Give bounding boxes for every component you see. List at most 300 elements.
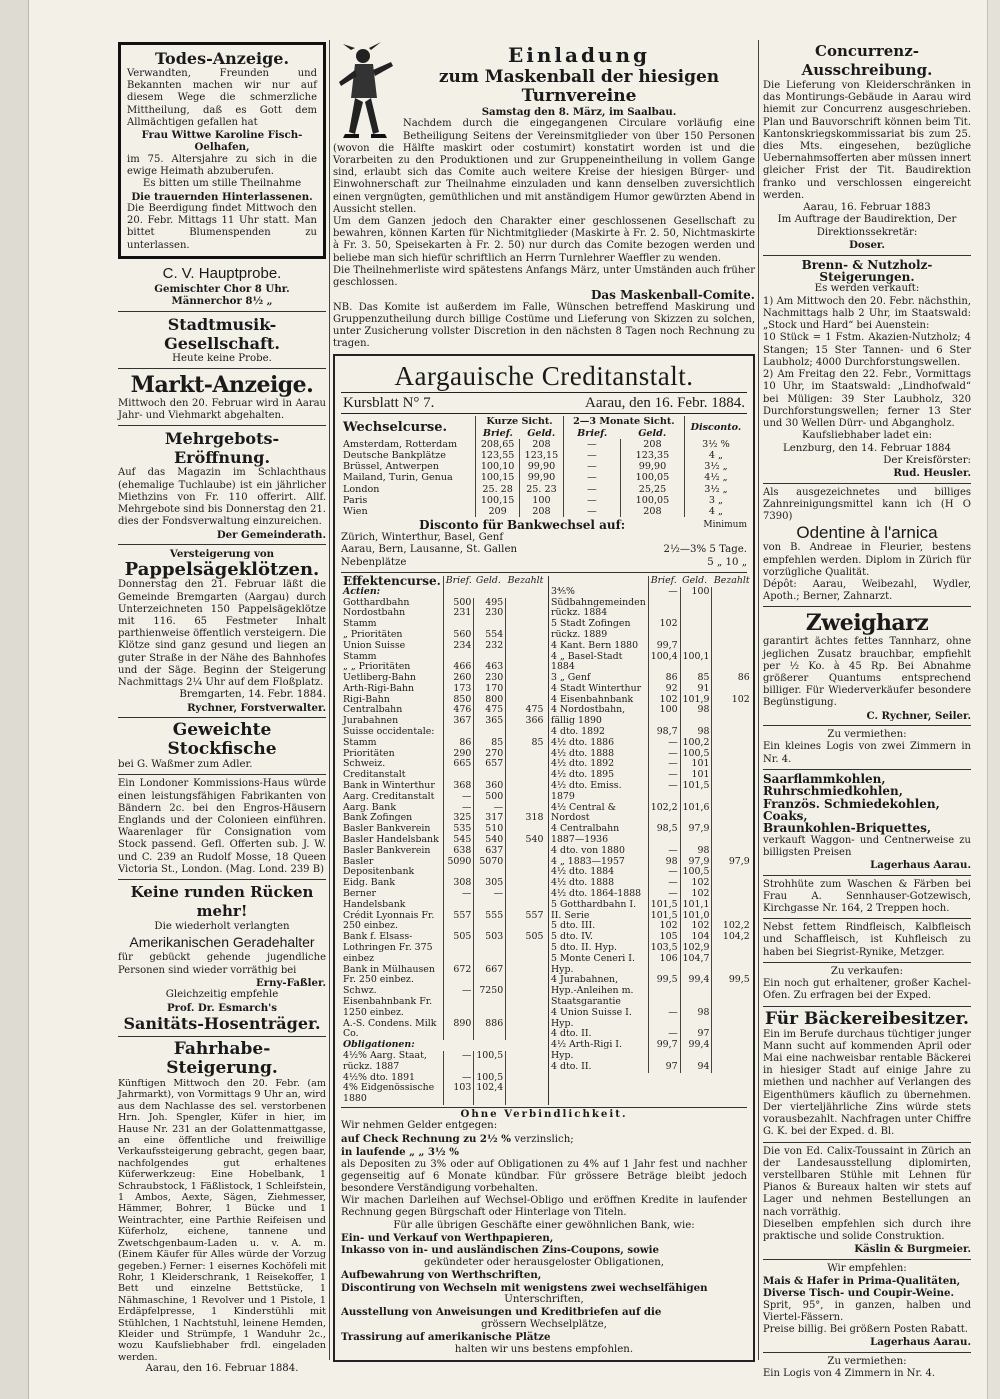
effekten-cell: 104,2: [712, 932, 752, 943]
effekten-cell: 102: [648, 921, 680, 932]
effekten-cell: 104,7: [680, 954, 712, 976]
effekten-cell: [506, 1019, 546, 1041]
kohlen-body: verkauft Waggon- und Centnerweise zu billigsten Preisen: [763, 834, 971, 859]
wechsel-cell: 4½ „: [684, 472, 747, 483]
effekten-cell: 4 Kant. Bern 1880: [551, 639, 639, 651]
effekten-row: [341, 1051, 545, 1073]
wechsel-cell: 100,10: [476, 461, 520, 472]
effekten-cell: 4½ dto. 1864-1888: [551, 888, 642, 900]
effekten-cell: 5 Monte Ceneri I. Hyp.: [551, 952, 635, 975]
wechsel-cell: 25. 23: [520, 484, 564, 495]
wechsel-cell: 100,15: [476, 472, 520, 483]
bank-text: halten wir uns bestens empfohlen.: [454, 1343, 634, 1355]
effekten-cell: 102,9: [680, 943, 712, 954]
effekten-cell: 86: [712, 673, 752, 684]
effekten-cell: 99,5: [648, 975, 680, 1007]
effekten-cell: Gotthardbahn: [343, 596, 410, 608]
effekten-cell: 4% Eidgenössische 1880: [343, 1082, 435, 1105]
wechsel-cell: 99,90: [621, 461, 685, 472]
effekten-cell: 325: [443, 813, 474, 824]
column-middle: [333, 42, 755, 1362]
stockfisch-title: Geweichte Stockfische: [167, 719, 277, 759]
effekten-cell: Basler Bankverein: [343, 844, 431, 856]
effekten-cell: Rigi-Bahn: [343, 693, 390, 705]
bezahlt-header: Bezahlt: [713, 574, 750, 586]
geld-header: Geld.: [527, 427, 556, 439]
monate-header: 2—3 Monate Sicht.: [563, 416, 684, 427]
effekten-cell: [506, 889, 546, 911]
effekten-cell: 4 Stadt Winterthur: [551, 682, 642, 694]
ruecken-also: Gleichzeitig empfehle: [165, 989, 279, 1001]
bank-text: Ausstellung von Anweisungen und Kreditbriefen auf die: [341, 1306, 662, 1319]
ruecken-title: Keine runden Rücken mehr!: [130, 882, 314, 920]
effekten-cell: „ „ Prioritäten: [343, 661, 411, 673]
brenn-by: Der Kreisförster:: [883, 454, 971, 466]
ruecken-sign: Erny-Faßler.: [255, 976, 326, 989]
effekten-cell: 5 Gotthardbahn I.: [551, 898, 637, 910]
ohne-verbindlichkeit: Ohne Verbindlichkeit.: [341, 1107, 747, 1120]
wechsel-cell: 208,65: [476, 439, 520, 450]
wechsel-row: [341, 472, 747, 483]
effekten-cell: 475: [506, 705, 546, 716]
effekten-cell: 4½ Arth-Rigi I. Hyp.: [551, 1039, 622, 1061]
brenn-sign: Rud. Heusler.: [893, 467, 971, 480]
effekten-cell: Stamm: [343, 736, 377, 748]
einladung-body: Nachdem durch die eingegangenen Circulare vorläufig eine Betheiligung Seitens der Vereinsmitglieder von über 150 Personen (wovon die Hälfte maskirt oder costumirt) konstatirt worden ist und die Vorarbeiten zu den Produktionen und zur Gruppeneintheilung in vollem Gange sind, erlaubt sich das Comite auch weitere Kreise der hiesigen Bürger- und Einwohnerschaft zur Theilnahme einzuladen und kann denselben zuversichtlich einen vergnügten, gemüthlichen und mit anständigem Humor gewürzten Abend in Aussicht stellen.: [333, 118, 755, 215]
todes-anzeige: [118, 42, 326, 259]
einladung-body3: Die Theilnehmerliste wird spätestens Anfangs März, unter Umständen auch früher geschlossen.: [333, 264, 755, 289]
bank-text-part: verzinslich;: [514, 1133, 574, 1145]
effekten-cell: 4 Eisenbahnbank: [551, 693, 634, 705]
effekten-cell: 105: [648, 932, 680, 943]
bezahlt-header: Bezahlt: [507, 574, 544, 586]
effekten-cell: 367: [443, 716, 474, 727]
effekten-cell: 554: [474, 630, 506, 641]
wechsel-row: [341, 450, 747, 461]
wechsel-cell: —: [563, 495, 620, 506]
effekten-cell: Arth-Rigi-Bahn: [343, 682, 415, 694]
cv-title: C. V. Hauptprobe.: [162, 264, 282, 282]
effekten-cell: [506, 608, 546, 630]
kohlen-line: Französ. Schmiedekohlen,: [763, 796, 940, 811]
calix-body: Die von Ed. Calix-Toussaint in Zürich an der Landesausstellung diplomirten, verstellbaren Stühle mit Lehnen für Pianos & Bureaux halten wir stets auf Lager und nehmen Bestellungen an nach vorräthig.: [763, 1145, 971, 1218]
bank-text: Wir machen Darleihen auf Wechsel-Obligo und eröffnen Kredite in laufender Rechnung gegen Bürgschaft oder Hinterlage von Titeln.: [341, 1195, 747, 1219]
effekten-cell: 365: [474, 716, 506, 727]
zahn-body: Als ausgezeichnetes und billiges Zahnreinigungsmittel kann ich (H O 7390): [763, 486, 971, 523]
kurz-header: Kurze Sicht.: [476, 416, 564, 427]
effekten-cell: 102: [680, 878, 712, 889]
effekten-cell: 317: [474, 813, 506, 824]
effekten-cell: 557: [443, 911, 474, 933]
effekten-cell: Crédit Lyonnais Fr. 250 einbez.: [343, 909, 435, 932]
effekten-cell: Jurabahnen: [343, 715, 399, 727]
effekten-cell: Centralbahn: [343, 704, 403, 716]
effekten-cell: 97: [648, 1062, 680, 1073]
effekten-cell: 510: [474, 824, 506, 835]
effekten-cell: 100,5: [474, 1051, 506, 1073]
mehrgebot-title: Mehrgebots-Eröffnung.: [164, 429, 280, 468]
effekten-cell: —: [648, 878, 680, 889]
effekten-cell: 665: [443, 759, 474, 781]
effekten-row: [549, 781, 752, 803]
empfehlen-line: Mais & Hafer in Prima-Qualitäten,: [763, 1274, 961, 1287]
effekten-cell: 638: [443, 846, 474, 857]
todes-body: Verwandten, Freunden und Bekannten machen wir nur auf diesem Wege die schmerzliche Mittheilung, daß es Gott dem Allmächtigen gefallen hat: [127, 68, 317, 128]
effekten-cell: —: [648, 1029, 680, 1040]
calix-body: Dieselben empfehlen sich durch ihre praktische und solide Construktion.: [763, 1218, 971, 1242]
effekten-row: [549, 824, 752, 846]
wechsel-title: Wechselcurse.: [343, 420, 448, 436]
effekten-cell: [712, 641, 752, 652]
effekten-cell: 500: [474, 792, 506, 803]
empfehlen-line: Diverse Tisch- und Coupir-Weine.: [763, 1287, 955, 1300]
wechsel-cell: 208: [621, 439, 685, 450]
concurrenz-sign: Doser.: [849, 239, 885, 252]
kursblatt-number: Kursblatt N° 7.: [343, 395, 435, 412]
todes-title: Todes-Anzeige.: [154, 49, 290, 68]
kohlen-line: Saarflammkohlen,: [763, 771, 886, 786]
effekten-cell: [712, 587, 752, 619]
effekten-cell: 85: [506, 738, 546, 749]
bank-text: Inkasso von in- und ausländischen Zins-Coupons, sowie: [341, 1244, 660, 1257]
effekten-cell: 4 dto. II.: [551, 1060, 592, 1072]
effekten-cell: —: [648, 867, 680, 878]
einladung-body2: Um dem Ganzen jedoch den Charakter einer geschlossenen Gesellschaft zu bewahren, können Karten für Nichtmitglieder (Maskirte à Fr. 2. 50, Nichtmaskirte à Fr. 3. 50, Speisekarten à Fr. 2. 50) nur durch das Comite bezogen werden und beliebe man sich hiefür schriftlich an Herrn Turnlehrer Waeffler zu wenden.: [333, 216, 755, 264]
effekten-cell: Berner Handelsbank: [343, 888, 406, 910]
wechsel-cell: 3 „: [684, 495, 747, 506]
disconto-rate: 2½—3% 5 Tage.: [663, 544, 747, 556]
wechsel-cell: Mailand, Turin, Genua: [343, 472, 453, 484]
stadtmusik-sub: Heute keine Probe.: [172, 352, 272, 364]
bank-text: in laufende „ „ 3½ %: [341, 1146, 459, 1159]
odentine-body: von B. Andreae in Fleurier, bestens empfehlen werden. Diplom in Zürich für vorzügliche Qualität.: [763, 542, 971, 578]
pappel-pre: Versteigerung von: [169, 547, 275, 560]
disconto-place: Nebenplätze: [341, 556, 407, 568]
pappel-sign: Rychner, Forstverwalter.: [187, 701, 326, 714]
effekten-cell: 101,6: [680, 803, 712, 825]
effekten-cell: II. Serie: [551, 909, 590, 921]
effekten-cell: 100: [648, 705, 680, 727]
effekten-cell: 503: [474, 932, 506, 964]
effekten-cell: 101,0: [680, 911, 712, 922]
effekten-cell: 4 dto. von 1880: [551, 844, 625, 856]
column-left: [118, 42, 326, 1376]
effekten-cell: 308: [443, 878, 474, 889]
effekten-cell: 99,7: [648, 641, 680, 652]
effekten-cell: —: [443, 1073, 474, 1084]
column-rule: [758, 40, 759, 1360]
effekten-cell: Bank in Mülhausen Fr. 250 einbez.: [343, 963, 435, 986]
effekten-cell: 97,9: [680, 824, 712, 846]
geld-header: Geld.: [682, 574, 708, 586]
fleisch-body: Nebst fettem Rindfleisch, Kalbfleisch und Schaffleisch, ist Kuhfleisch zu haben bei Siegrist-Rynike, Metzger.: [763, 922, 971, 958]
disconto-header: Disconto.: [684, 416, 747, 438]
fahrhabe-place: Aarau, den 16. Februar 1884.: [145, 1363, 299, 1375]
effekten-cell: [506, 684, 546, 695]
effekten-cell: 5090: [443, 857, 474, 879]
effekten-cell: 305: [474, 878, 506, 889]
effekten-cell: 98: [680, 846, 712, 857]
effekten-cell: [680, 619, 712, 641]
wechsel-cell: —: [563, 506, 620, 517]
effekten-left-table: [341, 573, 545, 1105]
wechsel-cell: —: [563, 439, 620, 450]
effekten-cell: 173: [443, 684, 474, 695]
effekten-cell: Nordostbahn Stamm: [343, 607, 406, 630]
effekten-cell: 540: [506, 835, 546, 846]
effekten-cell: [712, 705, 752, 727]
stadtmusik-title: Stadtmusik-Gesellschaft.: [164, 314, 280, 353]
effekten-cell: 230: [474, 673, 506, 684]
effekten-cell: 5 dto. III.: [551, 920, 596, 932]
effekten-cell: 4½% Aarg. Staat, rückz. 1887: [343, 1049, 427, 1072]
effekten-cell: 98: [680, 1008, 712, 1030]
effekten-cell: —: [648, 759, 680, 770]
wechsel-cell: 209: [476, 506, 520, 517]
brenn-place: Lenzburg, den 14. Februar 1884: [782, 442, 952, 454]
wechsel-cell: 123,55: [476, 450, 520, 461]
effekten-cell: 86: [648, 673, 680, 684]
wechsel-cell: 208: [621, 506, 685, 517]
effekten-cell: A.-S. Condens. Milk Co.: [343, 1017, 437, 1040]
brenn-pre: Es werden verkauft:: [814, 283, 920, 295]
effekten-cell: 100,5: [680, 867, 712, 878]
wechsel-cell: 25,25: [621, 484, 685, 495]
effekten-cell: [506, 986, 546, 1018]
effekten-cell: 890: [443, 1019, 474, 1041]
ruecken-body: für gebückt gehende jugendliche Personen sind wieder vorräthig bei: [118, 952, 326, 976]
effekten-cell: —: [648, 749, 680, 760]
kaufen-body: Ein noch gut erhaltener, großer Kachel-Ofen. Zu erfragen bei der Exped.: [763, 978, 971, 1002]
bank-text: [341, 1133, 747, 1146]
effekten-cell: 102,2: [712, 921, 752, 932]
effekten-cell: 103,5: [648, 943, 680, 954]
effekten-cell: 4 dto. 1892: [551, 726, 606, 738]
einladung-sub: zum Maskenball der hiesigen Turnvereine: [438, 67, 720, 106]
effekten-cell: 100,2: [680, 738, 712, 749]
effekten-cell: 86: [443, 738, 474, 749]
right-page-edge: [987, 0, 1000, 1399]
effekten-cell: 98,5: [648, 824, 680, 846]
effekten-cell: —: [443, 986, 474, 1018]
effekten-row: [341, 857, 545, 879]
effekten-cell: 495: [474, 598, 506, 609]
effekten-cell: [506, 598, 546, 609]
effekten-cell: 100,4: [648, 652, 680, 674]
effekten-cell: Schweiz. Creditanstalt: [343, 758, 406, 781]
column-rule: [329, 40, 330, 1360]
fahrhabe-title: Fahrhabe-Steigerung.: [166, 1039, 278, 1079]
brenn-body: 10 Stück = 1 Fstm. Akazien-Nutzholz; 4 Stangen; 15 Ster Tannen- und 6 Ster Laubholz; 4000 Durchforstungswellen.: [763, 332, 971, 368]
effekten-cell: 886: [474, 1019, 506, 1041]
wechsel-cell: 4 „: [684, 450, 747, 461]
effekten-cell: 85: [680, 673, 712, 684]
effekten-cell: Aarg. Bank: [343, 801, 396, 813]
ruecken-name: Amerikanischen Geradehalter: [129, 934, 315, 951]
effekten-cell: [712, 878, 752, 889]
effekten-row: [549, 705, 752, 727]
effekten-cell: 260: [443, 673, 474, 684]
cv-line: Gemischter Chor 8 Uhr.: [154, 282, 290, 295]
kursblatt-header: [341, 392, 747, 414]
effekten-cell: —: [443, 803, 474, 814]
effekten-row: [341, 986, 545, 1018]
calix-sign: Käslin & Burgmeier.: [854, 1243, 971, 1256]
effekten-cell: [506, 792, 546, 803]
markt-body: Mittwoch den 20. Februar wird in Aarau Jahr- und Viehmarkt abgehalten.: [118, 398, 326, 422]
effekten-cell: 4 Centralbahn 1887—1936: [551, 823, 620, 846]
vermieten-title: Zu vermiethen:: [827, 728, 907, 740]
effekten-cell: Schwz. Eisenbahnbank Fr. 1250 einbez.: [343, 985, 433, 1018]
empfehlen-line: Sprit, 95°, in ganzen, halben und Viertel-Fässern.: [763, 1299, 971, 1323]
effekten-cell: —: [648, 738, 680, 749]
effekten-cell: —: [648, 781, 680, 803]
todes-sign: Die trauernden Hinterlassenen.: [131, 190, 313, 203]
kohlen-line: Ruhrschmiedkohlen,: [763, 784, 903, 799]
effekten-cell: Bank Zofingen: [343, 812, 413, 824]
effekten-cell: Basler Handelsbank: [343, 834, 439, 846]
effekten-cell: —: [443, 889, 474, 911]
zweig-sign: C. Rychner, Seiler.: [866, 709, 971, 722]
effekten-cell: [506, 965, 546, 987]
einladung-nb: NB. Das Komite ist außerdem im Falle, Wünschen betreffend Maskirung und Gruppenzutheilung durch billige Costüme und Lieferung von Skizzen zu solchen, unter Zusicherung vollster Discretion in den nächsten 8 Tagen noch Rechnung zu tragen.: [333, 301, 755, 350]
effekten-cell: 4½ Central & Nordost: [551, 801, 616, 824]
wechsel-cell: 100,05: [621, 472, 685, 483]
effekten-row: [549, 652, 752, 674]
effekten-row: [549, 954, 752, 976]
wechsel-cell: —: [563, 472, 620, 483]
effekten-cell: [712, 770, 752, 781]
effekten-cell: [712, 824, 752, 846]
effekten-cell: 94: [680, 1062, 712, 1073]
effekten-cell: 476: [443, 705, 474, 716]
brenn-title: Brenn- & Nutzholz-Steigerungen.: [801, 257, 933, 285]
effekten-cell: [506, 781, 546, 792]
effekten-row: [341, 965, 545, 987]
effekten-row: [549, 1062, 752, 1073]
cv-line: Männerchor 8½ „: [171, 295, 273, 308]
effekten-cell: 101: [680, 759, 712, 770]
ruecken-prof: Prof. Dr. Esmarch's: [166, 1001, 277, 1014]
effekten-cell: 557: [506, 911, 546, 933]
left-page-edge: [0, 0, 29, 1399]
column-right: [763, 42, 971, 1380]
effekten-cell: 101,5: [648, 911, 680, 922]
effekten-cell: 100: [680, 587, 712, 619]
effekten-cell: 99,4: [680, 1040, 712, 1062]
stroh-body: Strohhüte zum Waschen & Färben bei Frau A. Sennhauser-Gotzewisch, Kirchgasse Nr. 164, 2 Treppen hoch.: [763, 878, 971, 915]
wechsel-row: [341, 495, 747, 506]
concurrenz-place: Aarau, 16. Februar 1883: [803, 202, 931, 214]
effekten-right-table: [549, 576, 752, 1073]
geld-header: Geld.: [638, 427, 667, 439]
wechsel-row: [341, 439, 747, 450]
effekten-cell: 4½ dto. 1886: [551, 736, 615, 748]
todes-bitte: Es bitten um stille Theilnahme: [142, 178, 302, 190]
kaufen-title: Zu verkaufen:: [830, 965, 904, 977]
effekten-cell: 5 dto. II. Hyp.: [551, 942, 617, 954]
effekten-cell: 234: [443, 641, 474, 663]
effekten-cell: 4 Jurabahnen, Hyp.-Anleihen m. Staatsgarantie: [551, 974, 634, 1007]
disconto-rate: 5 „ 10 „: [707, 556, 747, 568]
effekten-cell: Bank f. Elsass-Lothringen Fr. 375 einbez: [343, 931, 433, 964]
todes-beerdigung: Die Beerdigung findet Mittwoch den 20. Febr. Mittags 11 Uhr statt. Man bittet Blumenspenden zu unterlassen.: [127, 203, 317, 251]
effekten-cell: [712, 803, 752, 825]
effekten-cell: [712, 619, 752, 641]
effekten-cell: [712, 954, 752, 976]
effekten-cell: 99,7: [648, 1040, 680, 1062]
effekten-cell: 98: [680, 727, 712, 738]
bank-ad: [333, 354, 755, 1362]
wechsel-cell: 3½ „: [684, 461, 747, 472]
wechsel-cell: Amsterdam, Rotterdam: [343, 438, 458, 450]
vermieten-title: Zu vermiethen:: [827, 1355, 907, 1367]
aktien-label: Actien:: [343, 585, 381, 597]
baecker-body: Ein im Berufe durchaus tüchtiger junger Mann sucht auf kommenden April oder Mai eine nachweisbar rentable Bäckerei in hiesiger Stadt auf einige Jahre zu miethen und nachher auf Verlangen des Eigenthümers käuflich zu übernehmen. Der vierteljährliche Zins würde stets vorausbezahlt. Nachfragen unter Chiffre G. K. bei der Exped. d. Bl.: [763, 1028, 971, 1138]
effekten-cell: —: [443, 792, 474, 803]
effekten-cell: 101,9: [680, 695, 712, 706]
effekten-cell: 4½ dto. 1884: [551, 866, 615, 878]
effekten-cell: —: [474, 803, 506, 814]
effekten-cell: 7250: [474, 986, 506, 1018]
effekten-cell: 4 dto. II.: [551, 1028, 592, 1040]
todes-body2: im 75. Altersjahre zu sich in die ewige Heimath abzuberufen.: [127, 153, 317, 178]
effekten-cell: 4 „ Basel-Stadt 1884: [551, 650, 623, 673]
effekten-cell: 231: [443, 608, 474, 630]
pappel-body: Donnerstag den 21. Februar läßt die Gemeinde Bremgarten (Aargau) durch Unterzeichneten 150 Pappelsägeklötze mit 116. 65 Festmeter Inhalt parthienweise öffentlich versteigern. Die Klötze sind ganz gesund und liegen an guter Straße in der Nähe des Bahnhofes und der Säge. Beginn der Steigerung Nachmittags 2¼ Uhr auf dem Floßplatz.: [118, 579, 326, 688]
effekten-cell: 101,5: [680, 781, 712, 803]
effekten-cell: Bank in Winterthur: [343, 780, 435, 792]
brief-header: Brief.: [563, 428, 620, 439]
bank-text: Discontirung von Wechseln mit wenigstens zwei wechselfähigen: [341, 1281, 708, 1294]
effekten-cell: Union Suisse Stamm: [343, 639, 406, 662]
wechsel-cell: Deutsche Bankplätze: [343, 450, 446, 462]
effekten-row: [341, 932, 545, 964]
effekten-cell: 98,7: [648, 727, 680, 738]
effekten-cell: 4½ dto. 1895: [551, 769, 615, 781]
effekten-cell: [712, 1062, 752, 1073]
concurrenz-title: Concurrenz-Ausschreibung.: [801, 42, 933, 79]
wechsel-cell: 99,90: [520, 472, 564, 483]
effekten-cell: 104: [680, 932, 712, 943]
effekten-row: [549, 1008, 752, 1030]
markt-title: Markt-Anzeige.: [130, 372, 314, 399]
kursblatt-date: Aarau, den 16. Febr. 1884.: [585, 395, 745, 412]
brief-header: Brief.: [648, 576, 680, 587]
effekten-cell: Aarg. Creditanstalt: [343, 790, 435, 802]
effekten-cell: [712, 727, 752, 738]
geld-header: Geld.: [475, 574, 501, 586]
odentine-depot: Dépôt: Aarau, Weibezahl, Wydler, Apoth.; Berner, Zahnarzt.: [763, 578, 971, 603]
effekten-cell: Suisse occidentale:: [343, 726, 435, 738]
effekten-cell: —: [648, 587, 680, 619]
effekten-cell: Eidg. Bank: [343, 877, 396, 889]
effekten-cell: 368: [443, 781, 474, 792]
wechsel-cell: 3½ „: [684, 484, 747, 495]
mehrgebot-body: Auf das Magazin im Schlachthaus (ehemalige Tuchlaube) ist ein jährlicher Miethzins von Fr. 110 offerirt. Allf. Mehrgebote sind bis Donnerstag den 21. dies der Fondsverwaltung einzureichen.: [118, 467, 326, 528]
effekten-cell: [712, 749, 752, 760]
effekten-cell: —: [648, 770, 680, 781]
disconto-title-row: [341, 519, 747, 531]
empfehlen-sign: Lagerhaus Aarau.: [870, 1336, 971, 1349]
effekten-cell: 102: [712, 695, 752, 706]
effekten-cell: „ Prioritäten: [343, 628, 403, 640]
effekten-cell: 4½ dto. 1888: [551, 877, 615, 889]
effekten-cell: 230: [474, 608, 506, 630]
effekten-cell: 672: [443, 965, 474, 987]
wechsel-cell: 208: [520, 439, 564, 450]
effekten-cell: 102: [648, 619, 680, 641]
